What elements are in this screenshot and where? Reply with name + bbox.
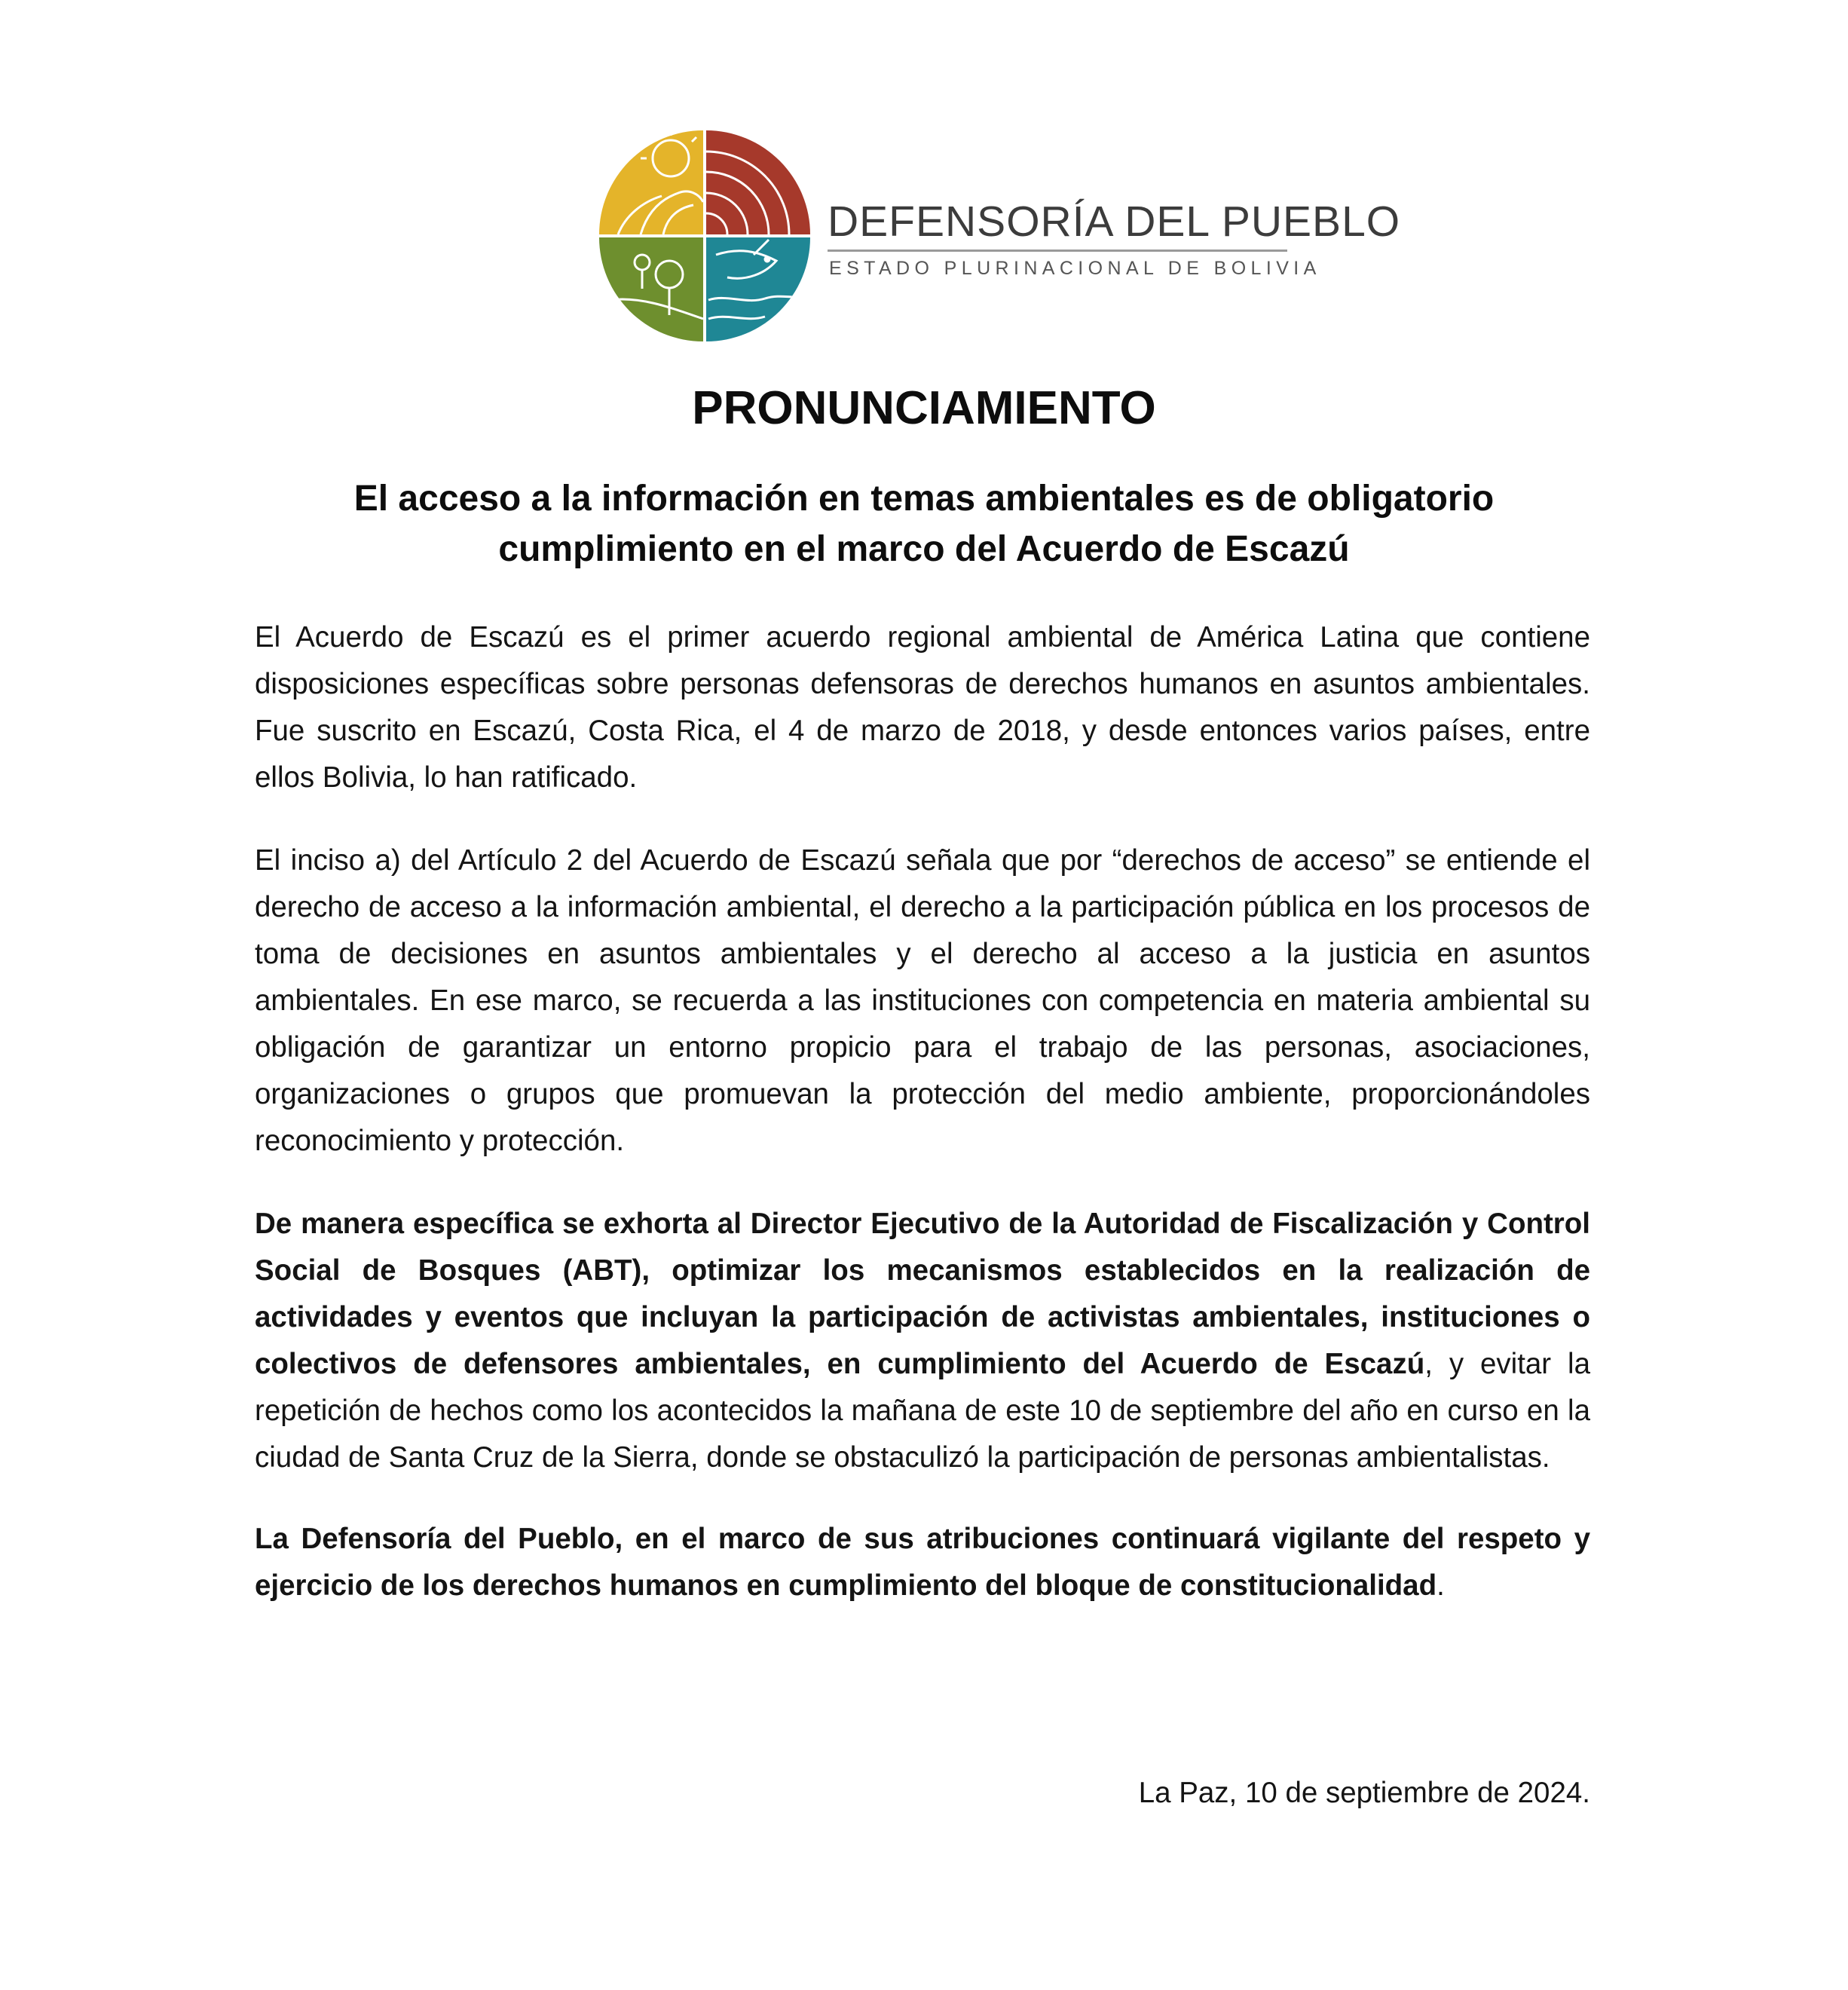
paragraph-2: El inciso a) del Artículo 2 del Acuerdo de Escazú señala que por “derechos de acceso” se entiende el derecho de acceso a la información ambiental, el derecho a la participación pública en los procesos de toma de decisiones en asuntos ambientales y el derecho al acceso a la justicia en asuntos ambientales. En ese marco, se recuerda a las instituciones con competencia en materia ambiental su obligación de garantizar un entorno propicio para el trabajo de las personas, asociaciones, organizaciones o grupos que promuevan la protección del medio ambiente, proporcionándoles reconocimiento y protección. xyxy=(255,844,1590,1157)
place-and-date: La Paz, 10 de septiembre de 2024. xyxy=(1138,1777,1590,1809)
defensoria-logo-icon xyxy=(595,127,814,345)
paragraph-4-emphasis: La Defensoría del Pueblo, en el marco de sus atribuciones continuará vigilante del respeto y ejercicio de los derechos humanos en cumplimiento del bloque de constitucionalidad xyxy=(255,1523,1590,1602)
document-subtitle-line-1: El acceso a la información en temas ambientales es de obligatorio xyxy=(353,479,1495,519)
header xyxy=(595,127,1401,345)
paragraph-4 xyxy=(255,1516,1590,1609)
org-name-divider xyxy=(828,250,1287,252)
paragraph-3 xyxy=(255,1201,1590,1481)
document-subtitle xyxy=(286,473,1562,574)
org-name: DEFENSORÍA DEL PUEBLO xyxy=(828,197,1401,246)
document-title: PRONUNCIAMIENTO xyxy=(692,382,1156,434)
paragraph-4-text: . xyxy=(1436,1569,1445,1602)
paragraph-3-text: , y evitar la repetición de hechos como los acontecidos la mañana de este 10 de septiembre del año en curso en la ciudad de Santa Cruz de la Sierra, donde se obstaculizó la participación de personas ambientalistas. xyxy=(255,1348,1590,1474)
document-body xyxy=(255,614,1590,1646)
paragraph-1: El Acuerdo de Escazú es el primer acuerdo regional ambiental de América Latina que contiene disposiciones específicas sobre personas defensoras de derechos humanos en asuntos ambientales. Fue suscrito en Escazú, Costa Rica, el 4 de marzo de 2018, y desde entonces varios países, entre ellos Bolivia, lo han ratificado. xyxy=(255,621,1590,794)
org-subtitle: ESTADO PLURINACIONAL DE BOLIVIA xyxy=(829,258,1321,279)
document-subtitle-line-2: cumplimiento en el marco del Acuerdo de Escazú xyxy=(498,529,1350,570)
paragraph-3-emphasis: De manera específica se exhorta al Director Ejecutivo de la Autoridad de Fiscalización y Control Social de Bosques (ABT), optimizar los mecanismos establecidos en la realización de actividades y eventos que incluyan la participación de activistas ambientales, instituciones o colectivos de defensores ambientales, en cumplimiento del Acuerdo de Escazú xyxy=(255,1208,1590,1380)
